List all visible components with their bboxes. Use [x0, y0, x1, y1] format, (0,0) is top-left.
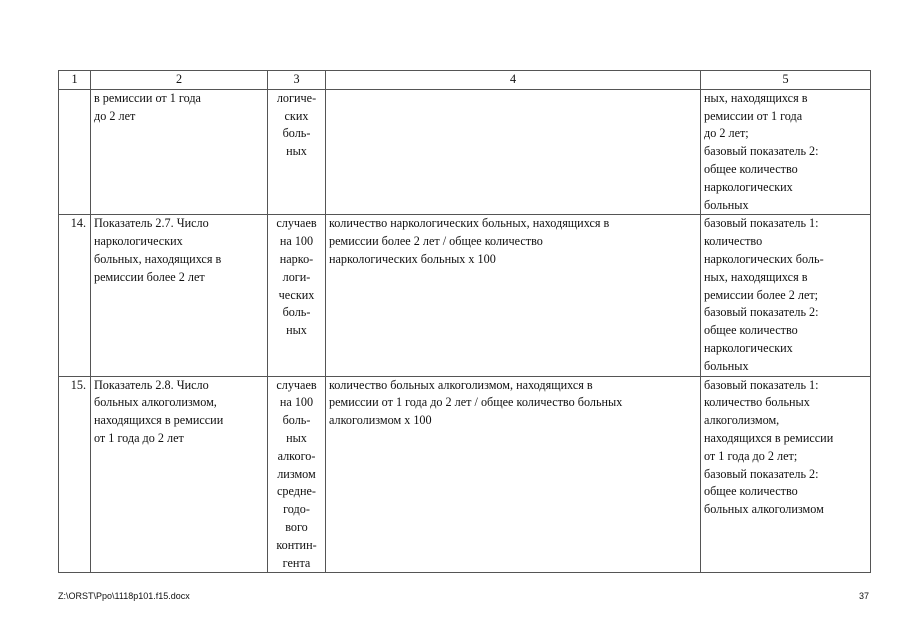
indicator-name-line: от 1 года до 2 лет [94, 430, 184, 445]
unit-of-measure-line: алкого- [277, 448, 316, 463]
row-number-cell: 14. [59, 215, 91, 376]
base-indicators-line: наркологических боль- [704, 251, 824, 266]
base-indicators-line: общее количество [704, 484, 798, 499]
unit-of-measure-line: лизмом [277, 466, 316, 481]
base-indicators-line: базовый показатель 2: [704, 144, 819, 159]
indicator-name-line: наркологических [94, 234, 183, 249]
indicator-name-line: Показатель 2.7. Число [94, 216, 209, 231]
base-indicators-line: больных [704, 197, 749, 212]
indicator-name-line: больных, находящихся в [94, 251, 222, 266]
unit-of-measure-line: ных [286, 323, 307, 338]
unit-of-measure-line: гента [282, 555, 311, 570]
unit-of-measure-line: на 100 [279, 395, 314, 410]
calculation-formula-cell [326, 376, 701, 573]
base-indicators-line: количество больных [704, 395, 810, 410]
row-number-cell: 15. [59, 376, 91, 573]
base-indicators-line: общее количество [704, 161, 798, 176]
unit-of-measure-line: боль- [282, 413, 311, 428]
base-indicators-line: базовый показатель 1: [704, 377, 819, 392]
unit-of-measure-cell [268, 376, 326, 573]
unit-of-measure-line: годо- [283, 502, 310, 517]
page-number: 37 [858, 591, 869, 601]
unit-of-measure-line: на 100 [279, 234, 314, 249]
indicator-name-line: до 2 лет [94, 108, 136, 123]
unit-of-measure-line: случаев [276, 216, 317, 231]
base-indicators-line: ремиссии от 1 года [704, 108, 803, 123]
indicator-name-cell [91, 376, 268, 573]
indicator-table [58, 70, 871, 573]
unit-of-measure-line: вого [285, 519, 308, 534]
base-indicators-line: от 1 года до 2 лет; [704, 448, 798, 463]
header-col-4: 4 [326, 71, 701, 90]
base-indicators-line: больных [704, 358, 749, 373]
indicator-name-line: больных алкоголизмом, [94, 395, 217, 410]
calculation-formula-line: ремиссии от 1 года до 2 лет / общее количество больных [329, 395, 623, 410]
calculation-formula-line: количество наркологических больных, находящихся в [329, 216, 610, 231]
calculation-formula-line: ремиссии более 2 лет / общее количество [329, 234, 543, 249]
base-indicators-cell [701, 376, 871, 573]
base-indicators-line: общее количество [704, 323, 798, 338]
calculation-formula-line: алкоголизмом х 100 [329, 413, 432, 428]
indicator-name-line: Показатель 2.8. Число [94, 377, 209, 392]
table-row [59, 215, 871, 376]
unit-of-measure-line: ных [286, 144, 307, 159]
row-number-cell [59, 89, 91, 215]
table-row [59, 376, 871, 573]
header-col-5: 5 [701, 71, 871, 90]
unit-of-measure-line: логи- [282, 269, 311, 284]
indicator-name-cell [91, 89, 268, 215]
calculation-formula-line: количество больных алкоголизмом, находящихся в [329, 377, 593, 392]
base-indicators-line: алкоголизмом, [704, 413, 780, 428]
base-indicators-cell [701, 215, 871, 376]
unit-of-measure-line: ческих [278, 287, 315, 302]
indicator-name-line: ремиссии более 2 лет [94, 269, 205, 284]
header-col-1: 1 [59, 71, 91, 90]
table-row [59, 89, 871, 215]
unit-of-measure-cell [268, 89, 326, 215]
base-indicators-line: до 2 лет; [704, 126, 749, 141]
base-indicators-line: ных, находящихся в [704, 269, 808, 284]
footer-file-path: Z:\ORST\Ppo\1118p101.f15.docx [58, 591, 190, 601]
base-indicators-line: ных, находящихся в [704, 90, 808, 105]
base-indicators-line: наркологических [704, 179, 793, 194]
calculation-formula-cell [326, 89, 701, 215]
unit-of-measure-line: ских [284, 108, 309, 123]
base-indicators-line: больных алкоголизмом [704, 502, 824, 517]
base-indicators-line: наркологических [704, 340, 793, 355]
calculation-formula-line: наркологических больных х 100 [329, 251, 496, 266]
indicator-name-cell [91, 215, 268, 376]
header-col-2: 2 [91, 71, 268, 90]
unit-of-measure-line: логиче- [276, 90, 317, 105]
header-col-3: 3 [268, 71, 326, 90]
indicator-name-line: находящихся в ремиссии [94, 413, 224, 428]
unit-of-measure-line: ных [286, 430, 307, 445]
unit-of-measure-line: контин- [276, 537, 317, 552]
unit-of-measure-line: случаев [276, 377, 317, 392]
base-indicators-line: находящихся в ремиссии [704, 430, 834, 445]
unit-of-measure-cell [268, 215, 326, 376]
calculation-formula-cell [326, 215, 701, 376]
unit-of-measure-line: боль- [282, 126, 311, 141]
base-indicators-line: количество [704, 234, 763, 249]
unit-of-measure-line: боль- [282, 305, 311, 320]
base-indicators-line: базовый показатель 2: [704, 466, 819, 481]
unit-of-measure-line: средне- [277, 484, 316, 499]
base-indicators-line: базовый показатель 2: [704, 305, 819, 320]
base-indicators-line: ремиссии более 2 лет; [704, 287, 819, 302]
indicator-name-line: в ремиссии от 1 года [94, 90, 201, 105]
base-indicators-cell [701, 89, 871, 215]
header-row [59, 71, 871, 90]
unit-of-measure-line: нарко- [279, 251, 314, 266]
base-indicators-line: базовый показатель 1: [704, 216, 819, 231]
